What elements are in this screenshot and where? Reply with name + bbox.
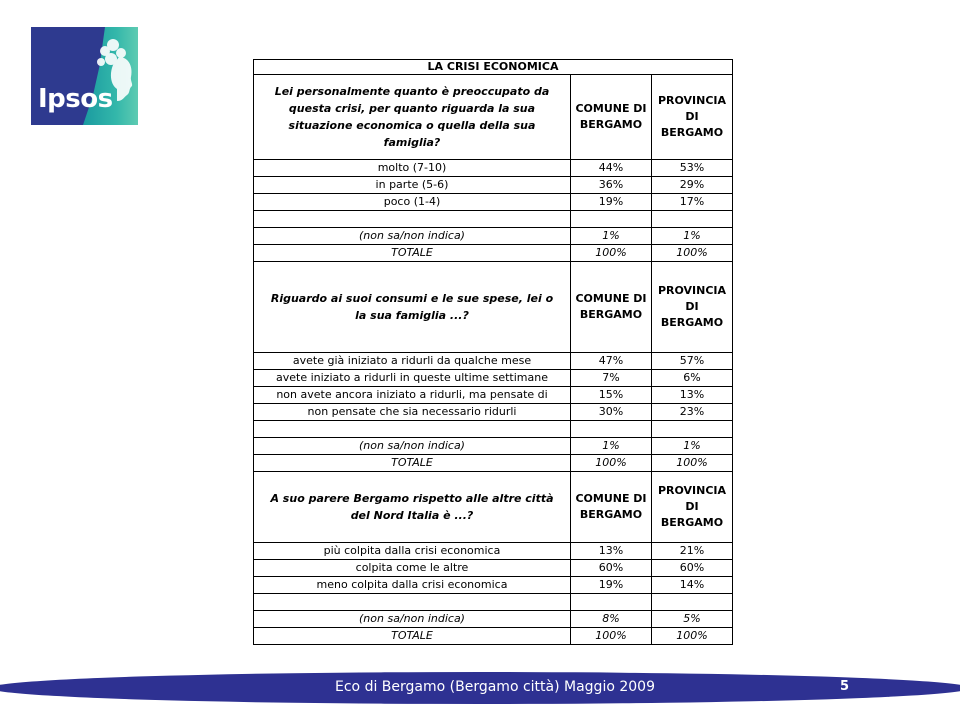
blank-cell [652,594,733,611]
value-provincia: 21% [652,543,733,560]
blank-cell [571,594,652,611]
totale-label: TOTALE [254,245,571,262]
table-row [254,455,733,472]
nonsa-provincia: 1% [652,438,733,455]
nonsa-comune: 1% [571,228,652,245]
row-label: avete già iniziato a ridurli da qualche mese [254,353,571,370]
column-header-provincia: PROVINCIA DI BERGAMO [652,262,733,353]
question-cell: A suo parere Bergamo rispetto alle altre città del Nord Italia è ...? [254,472,571,543]
totale-comune: 100% [571,455,652,472]
row-label: meno colpita dalla crisi economica [254,577,571,594]
column-header-provincia: PROVINCIA DI BERGAMO [652,75,733,160]
table-row [254,211,733,228]
totale-label: TOTALE [254,455,571,472]
totale-provincia: 100% [652,628,733,645]
totale-provincia: 100% [652,455,733,472]
table-row [254,177,733,194]
column-header-comune: COMUNE DI BERGAMO [571,472,652,543]
table-title: LA CRISI ECONOMICA [254,60,733,75]
value-comune: 30% [571,404,652,421]
value-provincia: 57% [652,353,733,370]
row-label: molto (7-10) [254,160,571,177]
table-row [254,160,733,177]
value-provincia: 53% [652,160,733,177]
value-comune: 7% [571,370,652,387]
table-row [254,245,733,262]
value-comune: 13% [571,543,652,560]
table-row [254,543,733,560]
row-label: poco (1-4) [254,194,571,211]
table-row [254,404,733,421]
blank-cell [652,211,733,228]
row-label: colpita come le altre [254,560,571,577]
table-row [254,194,733,211]
row-label: non pensate che sia necessario ridurli [254,404,571,421]
nonsa-comune: 1% [571,438,652,455]
totale-comune: 100% [571,245,652,262]
survey-table [253,59,733,645]
nonsa-comune: 8% [571,611,652,628]
value-comune: 19% [571,577,652,594]
nonsa-label: (non sa/non indica) [254,438,571,455]
nonsa-label: (non sa/non indica) [254,611,571,628]
row-label: più colpita dalla crisi economica [254,543,571,560]
value-provincia: 14% [652,577,733,594]
column-header-comune: COMUNE DI BERGAMO [571,75,652,160]
table-row [254,353,733,370]
nonsa-provincia: 5% [652,611,733,628]
blank-cell [652,421,733,438]
footer-caption: Eco di Bergamo (Bergamo città) Maggio 2009 [335,679,655,695]
table-row [254,577,733,594]
table-row [254,472,733,543]
row-label: in parte (5-6) [254,177,571,194]
column-header-provincia: PROVINCIA DI BERGAMO [652,472,733,543]
value-provincia: 6% [652,370,733,387]
value-comune: 19% [571,194,652,211]
value-comune: 60% [571,560,652,577]
table-row [254,262,733,353]
table-row [254,438,733,455]
logo-wordmark: Ipsos [38,84,113,114]
value-provincia: 13% [652,387,733,404]
question-cell: Riguardo ai suoi consumi e le sue spese, lei o la sua famiglia ...? [254,262,571,353]
table-row [254,370,733,387]
row-label: non avete ancora iniziato a ridurli, ma pensate di [254,387,571,404]
totale-label: TOTALE [254,628,571,645]
value-provincia: 23% [652,404,733,421]
nonsa-label: (non sa/non indica) [254,228,571,245]
table-row [254,421,733,438]
question-cell: Lei personalmente quanto è preoccupato da questa crisi, per quanto riguarda la sua situazione economica o quella della sua famiglia? [254,75,571,160]
blank-cell [254,211,571,228]
blank-cell [571,211,652,228]
value-comune: 15% [571,387,652,404]
nonsa-provincia: 1% [652,228,733,245]
table-row [254,611,733,628]
blank-cell [254,421,571,438]
table-row [254,594,733,611]
page-number: 5 [840,679,850,694]
value-provincia: 29% [652,177,733,194]
value-comune: 47% [571,353,652,370]
table-row [254,75,733,160]
value-comune: 44% [571,160,652,177]
blank-cell [254,594,571,611]
table-row [254,60,733,75]
value-provincia: 17% [652,194,733,211]
table-row [254,628,733,645]
totale-provincia: 100% [652,245,733,262]
value-comune: 36% [571,177,652,194]
blank-cell [571,421,652,438]
table-row [254,228,733,245]
ipsos-logo [31,27,138,125]
totale-comune: 100% [571,628,652,645]
row-label: avete iniziato a ridurli in queste ultime settimane [254,370,571,387]
table-row [254,387,733,404]
table-row [254,560,733,577]
column-header-comune: COMUNE DI BERGAMO [571,262,652,353]
value-provincia: 60% [652,560,733,577]
